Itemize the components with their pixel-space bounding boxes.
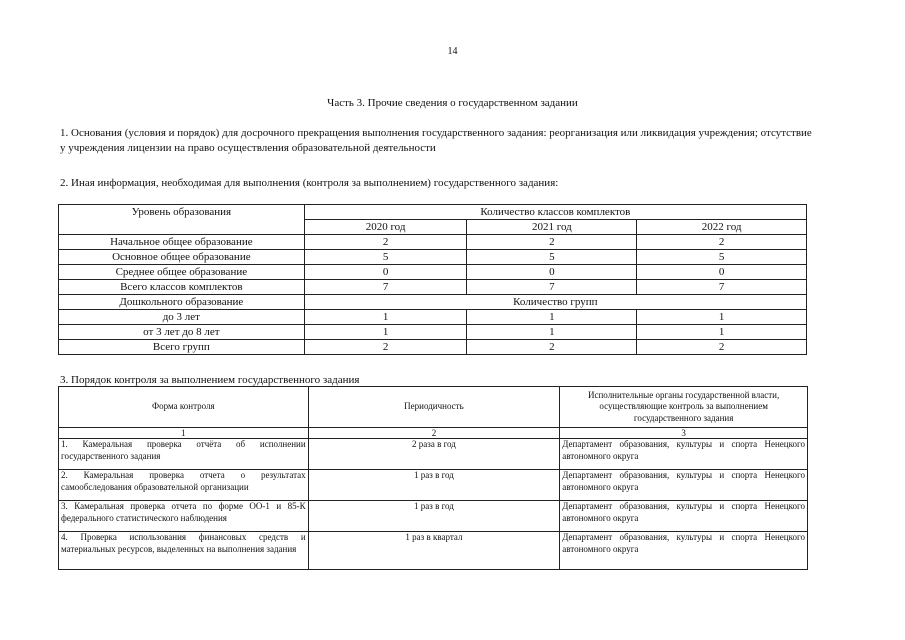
column-numbers-row xyxy=(59,428,808,439)
periodicity: 1 раз в год xyxy=(308,470,560,501)
row-label: до 3 лет xyxy=(59,310,305,325)
cell-value: 1 xyxy=(304,310,467,325)
table-row xyxy=(59,501,808,532)
table-row xyxy=(59,470,808,501)
classes-table xyxy=(58,204,807,355)
row-label: Среднее общее образование xyxy=(59,265,305,280)
cell-value: 2 xyxy=(637,340,807,355)
cell-value: 2 xyxy=(304,235,467,250)
control-form: 2. Камеральная проверка отчета о результатах самообследования образовательной организации xyxy=(59,470,309,501)
table-row xyxy=(59,235,807,250)
column-number: 2 xyxy=(308,428,560,439)
cell-value: 1 xyxy=(637,325,807,340)
table-header-row xyxy=(59,387,808,428)
authority: Департамент образования, культуры и спорта Ненецкого автономного округа xyxy=(560,470,808,501)
cell-value: 0 xyxy=(467,265,637,280)
table-row xyxy=(59,439,808,470)
part-heading: Часть 3. Прочие сведения о государственном задании xyxy=(327,97,578,109)
table-row xyxy=(59,340,807,355)
row-label: Начальное общее образование xyxy=(59,235,305,250)
table-row xyxy=(59,280,807,295)
authority: Департамент образования, культуры и спорта Ненецкого автономного округа xyxy=(560,501,808,532)
column-number: 3 xyxy=(560,428,808,439)
row-label: Всего классов комплектов xyxy=(59,280,305,295)
row-label: Дошкольного образование xyxy=(59,295,305,310)
table-row xyxy=(59,532,808,570)
periodicity: 1 раз в год xyxy=(308,501,560,532)
cell-value: 2 xyxy=(467,235,637,250)
cell-value: 2 xyxy=(637,235,807,250)
cell-value: 1 xyxy=(637,310,807,325)
year-header: 2020 год xyxy=(304,220,467,235)
cell-value: 1 xyxy=(467,325,637,340)
year-header: 2021 год xyxy=(467,220,637,235)
section-1-text: 1. Основания (условия и порядок) для досрочного прекращения выполнения государственного задания: реорганизация или ликвидация учреждения; отсутствие у учреждения лицензии на право осуществления образовательной деятельности xyxy=(60,127,812,154)
preschool-row xyxy=(59,295,807,310)
table-row xyxy=(59,265,807,280)
column-number: 1 xyxy=(59,428,309,439)
year-header: 2022 год xyxy=(637,220,807,235)
table-row xyxy=(59,250,807,265)
authority: Департамент образования, культуры и спорта Ненецкого автономного округа xyxy=(560,439,808,470)
cell-value: 1 xyxy=(304,325,467,340)
periodicity: 1 раз в квартал xyxy=(308,532,560,570)
authorities-header: Исполнительные органы государственной власти, осуществляющие контроль за выполнением государственного задания xyxy=(560,387,808,428)
table-header-row xyxy=(59,205,807,220)
control-table xyxy=(58,386,808,570)
periodicity-header: Периодичность xyxy=(308,387,560,428)
classes-header: Количество классов комплектов xyxy=(304,205,806,220)
authority: Департамент образования, культуры и спорта Ненецкого автономного округа xyxy=(560,532,808,570)
cell-value: 5 xyxy=(467,250,637,265)
control-form: 1. Камеральная проверка отчёта об исполнении государственного задания xyxy=(59,439,309,470)
row-label: Основное общее образование xyxy=(59,250,305,265)
cell-value: 0 xyxy=(637,265,807,280)
control-form: 4. Проверка использования финансовых средств и материальных ресурсов, выделенных на выполнения задания xyxy=(59,532,309,570)
row-label: от 3 лет до 8 лет xyxy=(59,325,305,340)
cell-value: 5 xyxy=(637,250,807,265)
section-2-text: 2. Иная информация, необходимая для выполнения (контроля за выполнением) государственного задания: xyxy=(60,177,559,189)
control-form-header: Форма контроля xyxy=(59,387,309,428)
table-row xyxy=(59,325,807,340)
control-form: 3. Камеральная проверка отчета по форме ОО-1 и 85-К федерального статистического наблюдения xyxy=(59,501,309,532)
cell-value: 7 xyxy=(637,280,807,295)
periodicity: 2 раза в год xyxy=(308,439,560,470)
cell-value: 0 xyxy=(304,265,467,280)
cell-value: 5 xyxy=(304,250,467,265)
cell-value: 1 xyxy=(467,310,637,325)
cell-value: 7 xyxy=(304,280,467,295)
cell-value: 2 xyxy=(304,340,467,355)
level-header: Уровень образования xyxy=(59,205,305,235)
cell-value: 2 xyxy=(467,340,637,355)
table-row xyxy=(59,310,807,325)
row-label: Всего групп xyxy=(59,340,305,355)
section-3-text: 3. Порядок контроля за выполнением государственного задания xyxy=(60,374,360,386)
groups-header: Количество групп xyxy=(304,295,806,310)
page-number: 14 xyxy=(447,46,458,57)
cell-value: 7 xyxy=(467,280,637,295)
